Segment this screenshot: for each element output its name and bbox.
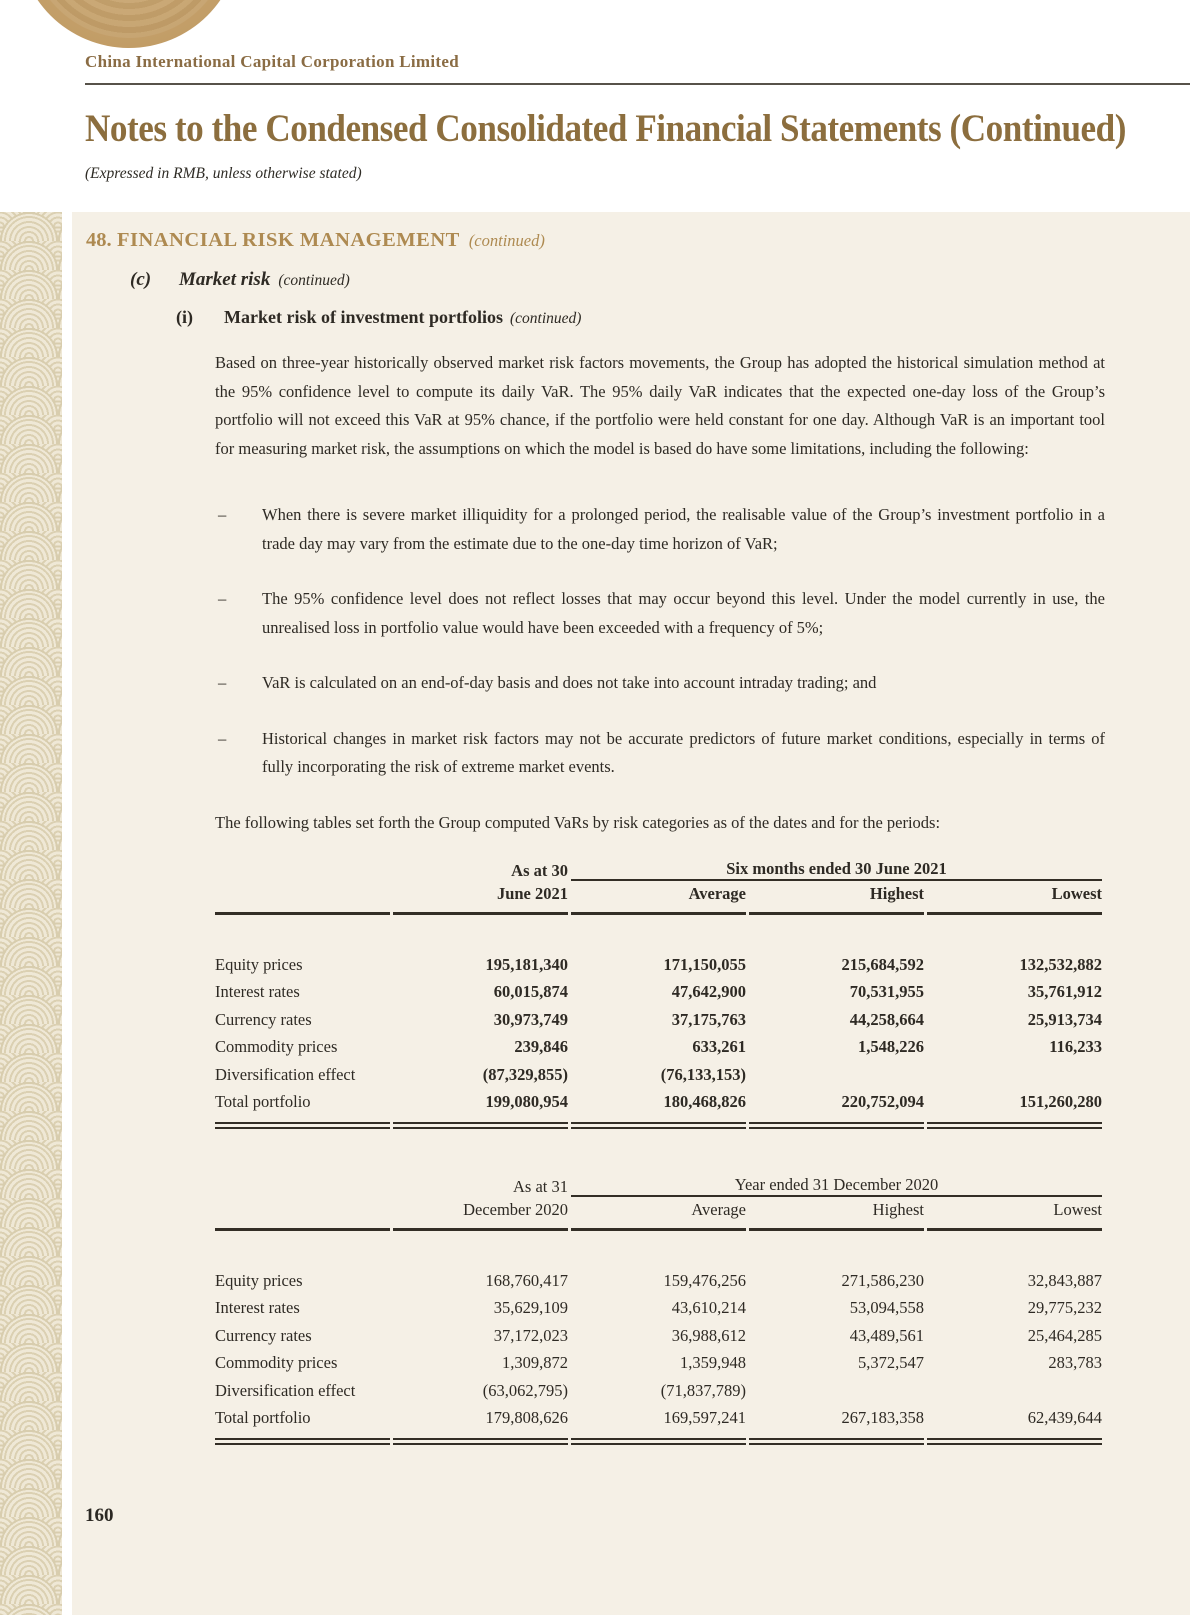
value-cell (749, 1377, 924, 1405)
value-cell (749, 1061, 924, 1089)
value-cell: 633,261 (692, 1037, 746, 1056)
row-label: Commodity prices (215, 1037, 338, 1056)
page-number: 160 (85, 1505, 114, 1526)
subsection-c-title: Market risk (179, 269, 271, 290)
value-cell: 25,464,285 (1027, 1325, 1102, 1345)
value-cell: 169,597,241 (571, 1404, 746, 1445)
value-cell: 70,531,955 (849, 982, 924, 1001)
table-row (215, 978, 1102, 1006)
value-cell: 36,988,612 (671, 1325, 746, 1345)
value-cell: 199,080,954 (393, 1088, 568, 1129)
spacer-cell (215, 1231, 390, 1267)
value-cell: 171,150,055 (663, 954, 746, 974)
value-cell: 29,775,232 (1027, 1298, 1102, 1317)
spacer-cell (927, 1231, 1102, 1267)
bullet-text: The 95% confidence level does not reflect losses that may occur beyond this level. Under the model currently in use, the unrealised loss in portfolio value would have been exceeded with a frequency of 5%; (262, 589, 1105, 637)
value-cell: 283,783 (1048, 1353, 1102, 1372)
tables-lead-sentence: The following tables set forth the Group computed VaRs by risk categories as of the dates and for the periods: (215, 812, 941, 832)
company-name: China International Capital Corporation Limited (85, 52, 459, 71)
row-label: Interest rates (215, 982, 300, 1001)
table-header-row (215, 1167, 1102, 1197)
subsection-i-title: Market risk of investment portfolios (224, 307, 503, 327)
section-title: FINANCIAL RISK MANAGEMENT (117, 229, 460, 251)
value-cell: 5,372,547 (858, 1353, 924, 1372)
column-header: Lowest (927, 1197, 1102, 1231)
row-label: Total portfolio (215, 1404, 390, 1445)
value-cell: 215,684,592 (841, 954, 924, 974)
value-cell: 267,183,358 (749, 1404, 924, 1445)
value-cell: (87,329,855) (482, 1064, 568, 1084)
bullet-text: When there is severe market illiquidity for a prolonged period, the realisable value of the Group’s investment portfolio in a trade day may vary from the estimate due to the one-day time horizon of VaR; (262, 505, 1105, 553)
bullet-item (215, 669, 1105, 698)
value-cell: 43,610,214 (671, 1298, 746, 1317)
value-cell: 53,094,558 (849, 1298, 924, 1317)
row-label: Diversification effect (215, 1064, 356, 1084)
value-cell: (76,133,153) (660, 1064, 746, 1084)
value-cell: 62,439,644 (927, 1404, 1102, 1445)
row-label: Equity prices (215, 1270, 303, 1290)
value-cell: 179,808,626 (393, 1404, 568, 1445)
spacer-cell (393, 1231, 568, 1267)
table-header-row (215, 881, 1102, 915)
row-label: Interest rates (215, 1298, 300, 1317)
spacer-cell (215, 1197, 390, 1231)
value-cell: 168,760,417 (485, 1270, 568, 1290)
value-cell: 132,532,882 (1019, 954, 1102, 974)
value-cell: (63,062,795) (482, 1380, 568, 1400)
value-cell: 32,843,887 (1027, 1270, 1102, 1290)
value-cell: 35,629,109 (493, 1298, 568, 1317)
spacer-cell (393, 915, 568, 951)
bullet-dash: – (218, 505, 227, 524)
subsection-i-continued: (continued) (509, 310, 582, 327)
value-cell: 159,476,256 (663, 1270, 746, 1290)
spacer-cell (215, 851, 390, 881)
subsection-c-label: (c) (130, 269, 152, 290)
value-cell: 239,846 (514, 1037, 568, 1056)
value-cell (927, 1377, 1102, 1405)
bullet-text: Historical changes in market risk factors may not be accurate predictors of future market conditions, especially in terms of fully incorporating the risk of extreme market events. (262, 728, 1105, 776)
as-at-header-line1: As at 31 (513, 1176, 568, 1196)
page-title: Notes to the Condensed Consolidated Financial Statements (Continued) (85, 107, 1126, 150)
var-table-june-2021 (212, 851, 1105, 1129)
value-cell: 116,233 (1049, 1037, 1102, 1056)
value-cell (927, 1061, 1102, 1089)
value-cell: 25,913,734 (1027, 1009, 1102, 1029)
subsection-i-heading (176, 307, 1105, 328)
value-cell: 151,260,280 (927, 1088, 1102, 1129)
section-heading (86, 229, 1105, 252)
bullet-dash: – (218, 673, 227, 692)
spacer-cell (571, 915, 746, 951)
intro-paragraph: Based on three-year historically observed market risk factors movements, the Group has adopted the historical simulation method at the 95% confidence level to compute its daily VaR. The 95% daily VaR indicates that the expected one-day loss of the Group’s portfolio will not exceed this VaR at 95% chance, if the portfolio were held constant for one day. Although VaR is an important tool for measuring market risk, the assumptions on which the model is based do have some limitations, including the following: (215, 353, 1105, 458)
column-header: Highest (749, 1197, 924, 1231)
as-at-header-line2: December 2020 (393, 1197, 568, 1231)
table-row (215, 1322, 1102, 1350)
value-cell: 44,258,664 (849, 1009, 924, 1029)
table-row (215, 1294, 1102, 1322)
period-span-header: Year ended 31 December 2020 (571, 1167, 1102, 1197)
page-header (85, 52, 1190, 183)
section-continued: (continued) (468, 231, 545, 250)
spacer-cell (215, 1167, 390, 1197)
body-block (215, 349, 1105, 1445)
bullet-text: VaR is calculated on an end-of-day basis and does not take into account intraday trading; and (262, 673, 877, 692)
row-label: Commodity prices (215, 1353, 338, 1372)
column-header: Average (571, 881, 746, 915)
row-label: Diversification effect (215, 1380, 356, 1400)
column-header: Highest (749, 881, 924, 915)
table-header-row (215, 1197, 1102, 1231)
decorative-side-pattern (0, 212, 62, 1615)
spacer-cell (749, 1231, 924, 1267)
spacer-cell (215, 915, 390, 951)
decorative-medallion (18, 0, 240, 48)
row-label: Total portfolio (215, 1088, 390, 1129)
table-row (215, 1267, 1102, 1295)
table-row (215, 1061, 1102, 1089)
value-cell: (71,837,789) (660, 1380, 746, 1400)
bullet-dash: – (218, 589, 227, 608)
subsection-i-label: (i) (176, 307, 193, 327)
value-cell: 220,752,094 (749, 1088, 924, 1129)
spacer-cell (749, 915, 924, 951)
bullet-item (215, 501, 1105, 558)
table-row (215, 1377, 1102, 1405)
value-cell: 60,015,874 (493, 982, 568, 1001)
value-cell: 37,172,023 (493, 1325, 568, 1345)
table-row (215, 951, 1102, 979)
value-cell: 271,586,230 (841, 1270, 924, 1290)
bullet-dash: – (218, 728, 227, 748)
spacer-cell (927, 915, 1102, 951)
table-header-row (215, 851, 1102, 881)
row-label: Currency rates (215, 1009, 312, 1029)
value-cell: 195,181,340 (485, 954, 568, 974)
bullet-item (215, 725, 1105, 782)
bullet-item (215, 585, 1105, 642)
page-subtitle: (Expressed in RMB, unless otherwise stated) (85, 165, 362, 182)
content-area (72, 212, 1190, 1615)
spacer-cell (571, 1231, 746, 1267)
table-row (215, 1033, 1102, 1061)
value-cell: 47,642,900 (671, 982, 746, 1001)
row-label: Equity prices (215, 954, 303, 974)
table-row (215, 1349, 1102, 1377)
column-header: Average (571, 1197, 746, 1231)
value-cell: 35,761,912 (1027, 982, 1102, 1001)
value-cell: 1,548,226 (858, 1037, 924, 1056)
value-cell: 37,175,763 (671, 1009, 746, 1029)
value-cell: 30,973,749 (493, 1009, 568, 1029)
as-at-header-line2: June 2021 (393, 881, 568, 915)
section-number: 48. (86, 229, 112, 251)
value-cell: 1,359,948 (680, 1353, 746, 1372)
subsection-c-continued: (continued) (278, 272, 350, 289)
row-label: Currency rates (215, 1325, 312, 1345)
value-cell: 1,309,872 (502, 1353, 568, 1372)
period-span-header: Six months ended 30 June 2021 (571, 851, 1102, 881)
var-table-december-2020 (212, 1167, 1105, 1445)
value-cell: 180,468,826 (571, 1088, 746, 1129)
table-spacer-row (215, 915, 1102, 951)
as-at-header-line1: As at 30 (511, 860, 568, 880)
column-header: Lowest (927, 881, 1102, 915)
value-cell: 43,489,561 (849, 1325, 924, 1345)
subsection-c-heading (130, 269, 1105, 291)
table-total-row (215, 1404, 1102, 1445)
table-total-row (215, 1088, 1102, 1129)
spacer-cell (215, 881, 390, 915)
table-row (215, 1006, 1102, 1034)
table-spacer-row (215, 1231, 1102, 1267)
